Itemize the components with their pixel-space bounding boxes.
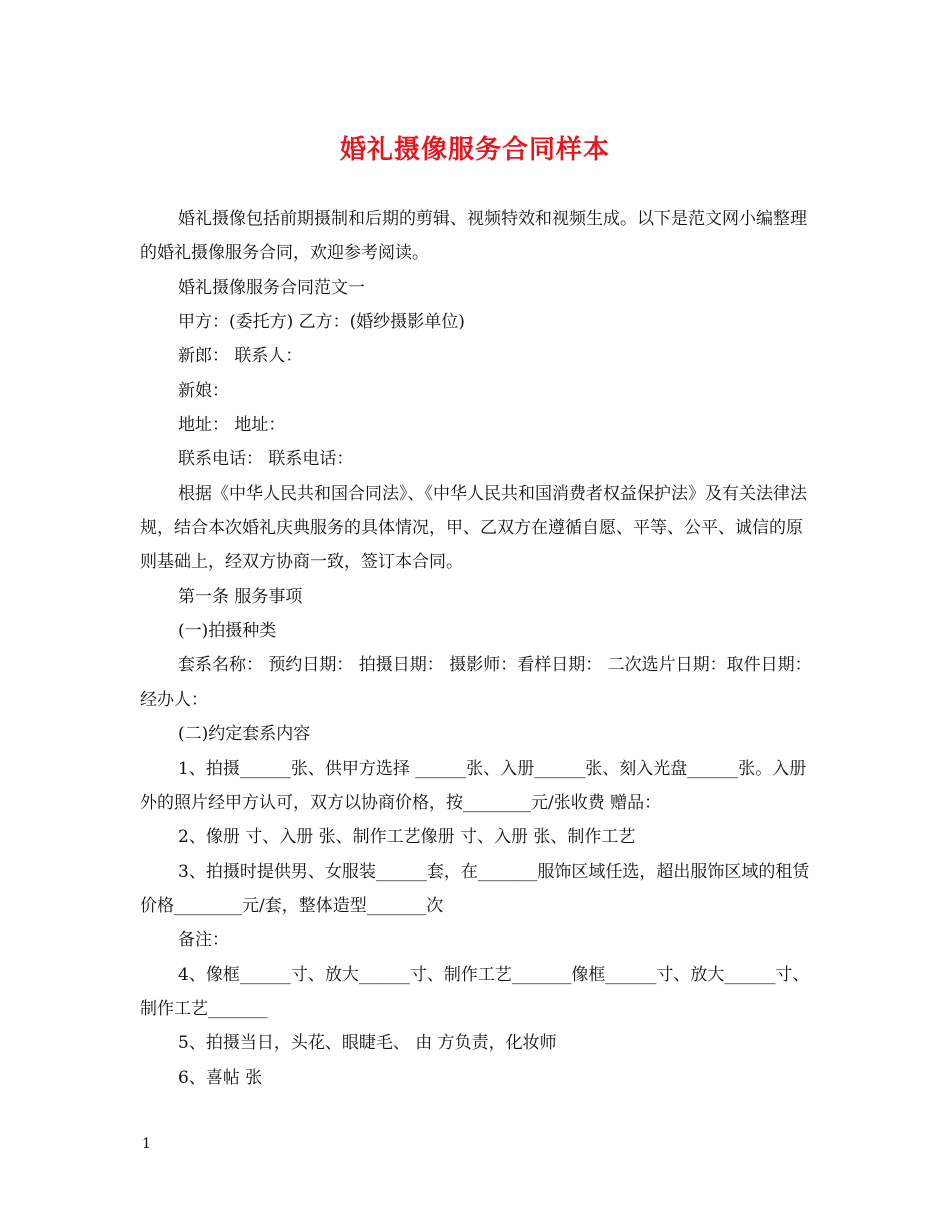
paragraph-remarks: 备注： [178,930,229,951]
paragraph-heading-sample-one: 婚礼摄像服务合同范文一 [178,277,365,298]
paragraph-bride: 新娘： [178,380,229,401]
paragraph-article-one: 第一条 服务事项 [178,586,303,607]
paragraph-item-5: 5、拍摄当日，头花、眼睫毛、 由 方负责，化妆师 [178,1033,557,1054]
paragraph-item-2: 2、像册 寸、入册 张、制作工艺像册 寸、入册 张、制作工艺 [178,827,636,848]
paragraph-phone: 联系电话： 联系电话： [178,449,354,470]
document-title: 婚礼摄像服务合同样本 [339,135,610,165]
paragraph-item-6: 6、喜帖 张 [178,1067,263,1088]
paragraph-parties: 甲方：(委托方) 乙方：(婚纱摄影单位) [178,312,465,333]
paragraph-shoot-type: (一)拍摄种类 [178,621,277,642]
paragraph-legal-basis: 根据《中华人民共和国合同法》、《中华人民共和国消费者权益保护法》及有关法律法规，结合本次婚礼庆典服务的具体情况，甲、乙双方在遵循自愿、平等、公平、诚信的原则基础上，经双方协商一致，签订本合同。 [140,483,807,573]
paragraph-package-fields: 套系名称： 预约日期： 拍摄日期： 摄影师：看样日期： 二次选片日期：取件日期： 经办人： [140,655,812,710]
paragraph-intro: 婚礼摄像包括前期摄制和后期的剪辑、视频特效和视频生成。以下是范文网小编整理的婚礼摄像服务合同，欢迎参考阅读。 [140,209,807,264]
paragraph-address: 地址： 地址： [178,415,286,436]
paragraph-item-3: 3、拍摄时提供男、女服装______套，在_______服饰区域任选，超出服饰区域的租赁价格________元/套，整体造型_______次 [140,861,810,916]
paragraph-groom: 新郎： 联系人： [178,346,303,367]
paragraph-item-4: 4、像框______寸、放大______寸、制作工艺_______像框______寸、放大______寸、制作工艺_______ [140,964,810,1019]
page-number: 1 [142,1136,151,1152]
document-body [140,202,814,1095]
paragraph-item-1: 1、拍摄______张、供甲方选择 ______张、入册______张、刻入光盘______张。入册外的照片经甲方认可，双方以协商价格，按________元/张收费 赠品： [140,758,807,813]
paragraph-package-content: (二)约定套系内容 [178,724,311,745]
